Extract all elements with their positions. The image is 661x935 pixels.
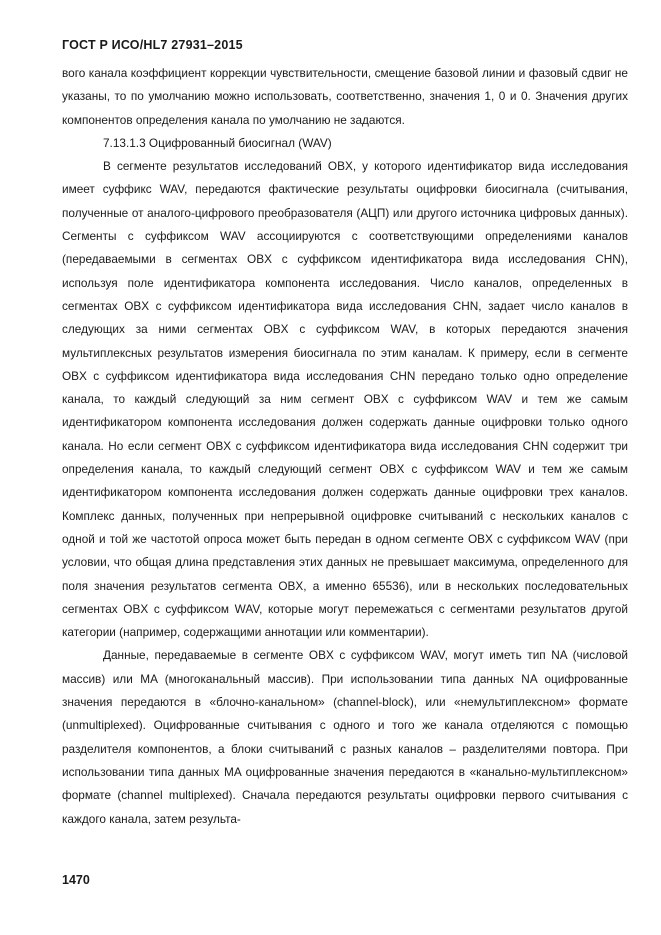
page-number: 1470	[62, 873, 90, 887]
paragraph-continuation: вого канала коэффициент коррекции чувствительности, смещение базовой линии и фазовый сдвиг не указаны, то по умолчанию можно использовать, соответственно, значения 1, 0 и 0. Значения других компонентов определения канала по умолчанию не задаются.	[62, 66, 628, 127]
section-heading: 7.13.1.3 Оцифрованный биосигнал (WAV)	[103, 135, 332, 150]
page-header-standard-code: ГОСТ Р ИСО/HL7 27931–2015	[62, 38, 243, 52]
paragraph-data-types: Данные, передаваемые в сегменте OBX с суффиксом WAV, могут иметь тип NA (числовой массив) или MA (многоканальный массив). При использовании типа данных NA оцифрованные значения передаются в «блочно-канальном» (channel-block), или «немультиплексном» формате (unmultiplexed). Оцифрованные считывания с одного и того же канала отделяются с помощью разделителя компонентов, а блоки считываний с разных каналов – разделителями повтора. При использовании типа данных MA оцифрованные значения передаются в «канально-мультиплексном» формате (channel multiplexed). Сначала передаются результаты оцифровки первого считывания с каждого канала, затем результа-	[62, 648, 628, 826]
paragraph-wav-segment: В сегменте результатов исследований OBX, у которого идентификатор вида исследования имеет суффикс WAV, передаются фактические результаты оцифровки биосигнала (считывания, полученные от аналого-цифрового преобразователя (АЦП) или другого источника цифровых данных). Сегменты с суффиксом WAV ассоциируются с соответствующими определениями каналов (передаваемыми в сегментах OBX с суффиксом идентификатора вида исследования CHN), используя поле идентификатора компонента исследования. Число каналов, определенных в сегментах OBX с суффиксом идентификатора вида исследования CHN, задает число каналов в следующих за ними сегментах OBX с суффиксом WAV, в которых передаются значения мультиплексных результатов измерения биосигнала по этим каналам. К примеру, если в сегменте OBX с суффиксом идентификатора вида исследования CHN передано только одно определение канала, то каждый следующий за ним сегмент OBX с суффиксом WAV и тем же самым идентификатором компонента исследования должен содержать данные оцифровки только одного канала. Но если сегмент OBX с суффиксом идентификатора вида исследования CHN содержит три определения канала, то каждый следующий сегмент OBX с суффиксом WAV и тем же самым идентификатором компонента исследования должен содержать данные оцифровки трех каналов. Комплекс данных, полученных при непрерывной оцифровке считываний с нескольких каналов с одной и той же частотой опроса может быть передан в одном сегменте OBX с суффиксом WAV (при условии, что общая длина представления этих данных не превышает максимума, определенного для поля значения результатов сегмента OBX, а именно 65536), или в нескольких последовательных сегментах OBX с суффиксом WAV, которые могут перемежаться с сегментами результатов другой категории (например, содержащими аннотации или комментарии).	[62, 159, 628, 640]
document-body	[62, 62, 628, 831]
